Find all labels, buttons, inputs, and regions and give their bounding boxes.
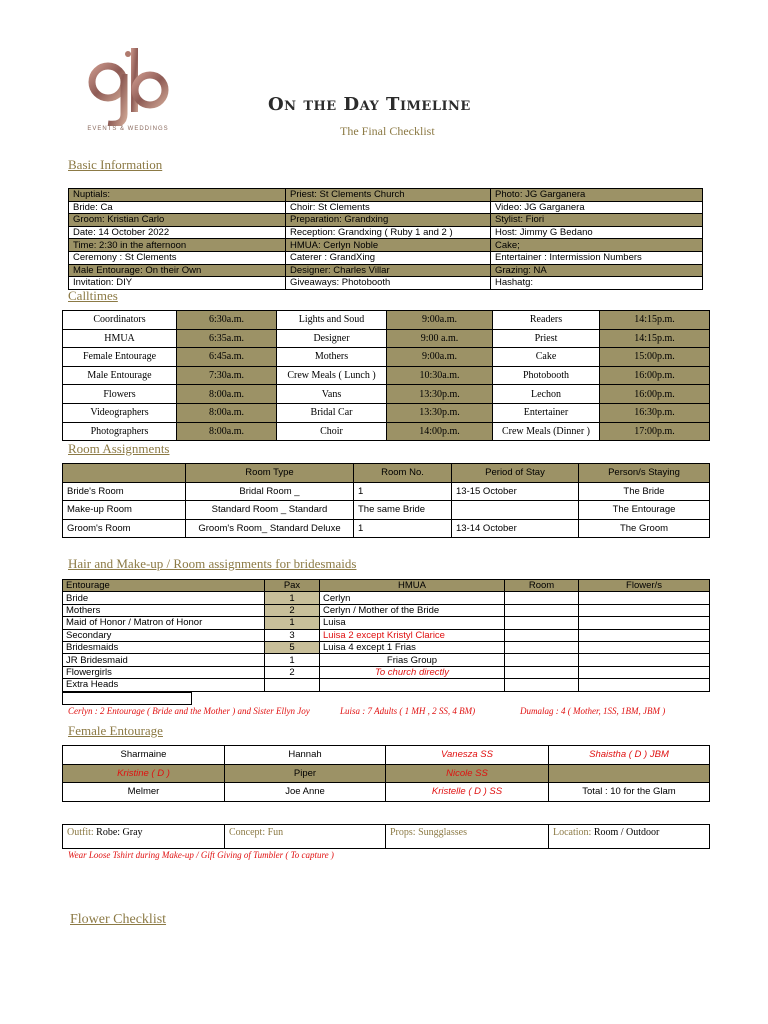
female-entourage-cell: Vanesza SS bbox=[386, 746, 549, 765]
female-entourage-cell: Hannah bbox=[225, 746, 386, 765]
room-cell: The Bride bbox=[579, 482, 710, 501]
hmua-row bbox=[63, 641, 710, 653]
room-cell: 13-15 October bbox=[452, 482, 579, 501]
section-calltimes: Calltimes bbox=[68, 288, 118, 303]
basic-info-cell: HMUA: Cerlyn Noble bbox=[286, 239, 491, 252]
hmua-cell bbox=[505, 592, 579, 604]
female-entourage-row bbox=[63, 746, 710, 765]
calltime-time: 15:00p.m. bbox=[600, 348, 710, 367]
calltime-time: 7:30a.m. bbox=[177, 366, 277, 385]
hmua-header-cell: Entourage bbox=[63, 580, 265, 592]
rooms-header-cell bbox=[63, 464, 186, 483]
basic-info-cell: Preparation: Grandxing bbox=[286, 214, 491, 227]
hmua-cell: 2 bbox=[265, 666, 320, 678]
room-row bbox=[63, 519, 710, 538]
hmua-cell: 1 bbox=[265, 592, 320, 604]
calltime-role: Flowers bbox=[63, 385, 177, 404]
hmua-cell: 5 bbox=[265, 641, 320, 653]
hmua-cell bbox=[579, 679, 710, 691]
hmua-row bbox=[63, 666, 710, 678]
basic-info-cell: Video: JG Garganera bbox=[491, 201, 703, 214]
concept-cell bbox=[225, 825, 386, 849]
hmua-cell: Cerlyn bbox=[320, 592, 505, 604]
basic-info-cell: Host: Jimmy G Bedano bbox=[491, 226, 703, 239]
basic-info-cell: Bride: Ca bbox=[69, 201, 286, 214]
calltime-role: Cake bbox=[493, 348, 600, 367]
female-entourage-cell: Sharmaine bbox=[63, 746, 225, 765]
calltime-time: 13:30p.m. bbox=[387, 385, 493, 404]
hmua-cell: 1 bbox=[265, 617, 320, 629]
hmua-cell bbox=[505, 604, 579, 616]
concept-value: Fun bbox=[267, 827, 284, 838]
calltime-time: 8:00a.m. bbox=[177, 385, 277, 404]
hmua-cell: 3 bbox=[265, 629, 320, 641]
female-entourage-cell: Melmer bbox=[63, 783, 225, 802]
hmua-cell: To church directly bbox=[320, 666, 505, 678]
basic-info-cell: Male Entourage: On their Own bbox=[69, 264, 286, 277]
calltime-role: Lechon bbox=[493, 385, 600, 404]
hmua-header-cell: HMUA bbox=[320, 580, 505, 592]
calltime-role: Designer bbox=[277, 329, 387, 348]
hmua-cell bbox=[320, 679, 505, 691]
basic-info-row bbox=[69, 201, 703, 214]
basic-info-cell: Time: 2:30 in the afternoon bbox=[69, 239, 286, 252]
calltime-role: Crew Meals (Dinner ) bbox=[493, 422, 600, 441]
calltime-role: Photographers bbox=[63, 422, 177, 441]
calltime-role: Priest bbox=[493, 329, 600, 348]
outfit-cell bbox=[63, 825, 225, 849]
hmua-row bbox=[63, 679, 710, 691]
room-cell: Groom's Room_ Standard Deluxe bbox=[186, 519, 354, 538]
basic-info-cell: Hashatg: bbox=[491, 277, 703, 290]
location-label: Location: bbox=[553, 827, 592, 838]
concept-label: Concept: bbox=[229, 827, 266, 838]
female-entourage-cell: Total : 10 for the Glam bbox=[549, 783, 710, 802]
hmua-row bbox=[63, 654, 710, 666]
hmua-cell bbox=[579, 604, 710, 616]
room-cell: The Groom bbox=[579, 519, 710, 538]
basic-info-cell: Priest: St Clements Church bbox=[286, 189, 491, 202]
female-entourage-cell: Kristine ( D ) bbox=[63, 764, 225, 783]
room-cell: The same Bride bbox=[354, 501, 452, 520]
hmua-cell: Bride bbox=[63, 592, 265, 604]
calltime-time: 14:15p.m. bbox=[600, 311, 710, 330]
hmua-row bbox=[63, 629, 710, 641]
location-value: Room / Outdoor bbox=[593, 827, 660, 838]
rooms-header-cell: Person/s Staying bbox=[579, 464, 710, 483]
hmua-cell: Frias Group bbox=[320, 654, 505, 666]
calltime-row bbox=[63, 348, 710, 367]
page-title: On the Day Timeline bbox=[268, 94, 471, 115]
calltime-time: 14:00p.m. bbox=[387, 422, 493, 441]
outfit-value: Robe: Gray bbox=[96, 827, 143, 838]
hmua-note-dumalag: Dumalag : 4 ( Mother, 1SS, 1BM, JBM ) bbox=[520, 706, 666, 716]
calltime-time: 9:00 a.m. bbox=[387, 329, 493, 348]
room-cell: Standard Room _ Standard bbox=[186, 501, 354, 520]
hmua-cell bbox=[579, 654, 710, 666]
calltime-role: Lights and Soud bbox=[277, 311, 387, 330]
calltime-time: 16:30p.m. bbox=[600, 403, 710, 422]
hmua-cell: Maid of Honor / Matron of Honor bbox=[63, 617, 265, 629]
basic-info-cell: Grazing: NA bbox=[491, 264, 703, 277]
calltime-time: 6:35a.m. bbox=[177, 329, 277, 348]
basic-info-row bbox=[69, 189, 703, 202]
room-cell: Make-up Room bbox=[63, 501, 186, 520]
hmua-cell: Extra Heads bbox=[63, 679, 265, 691]
basic-info-cell: Reception: Grandxing ( Ruby 1 and 2 ) bbox=[286, 226, 491, 239]
calltime-role: Bridal Car bbox=[277, 403, 387, 422]
room-cell: The Entourage bbox=[579, 501, 710, 520]
hmua-header-cell: Flower/s bbox=[579, 580, 710, 592]
hmua-cell: Bridesmaids bbox=[63, 641, 265, 653]
props-cell bbox=[386, 825, 549, 849]
calltime-role: Mothers bbox=[277, 348, 387, 367]
room-cell: 13-14 October bbox=[452, 519, 579, 538]
basic-info-cell: Designer: Charles Villar bbox=[286, 264, 491, 277]
basic-info-row bbox=[69, 264, 703, 277]
basic-info-cell: Choir: St Clements bbox=[286, 201, 491, 214]
section-female-entourage: Female Entourage bbox=[68, 723, 163, 738]
hmua-cell bbox=[505, 617, 579, 629]
hmua-cell: Luisa 2 except Kristyl Clarice bbox=[320, 629, 505, 641]
female-entourage-cell bbox=[549, 764, 710, 783]
hmua-header-cell: Pax bbox=[265, 580, 320, 592]
rooms-header-cell: Room Type bbox=[186, 464, 354, 483]
basic-info-cell: Photo: JG Garganera bbox=[491, 189, 703, 202]
section-hair-makeup: Hair and Make-up / Room assignments for bridesmaids bbox=[68, 556, 357, 571]
hmua-cell: Secondary bbox=[63, 629, 265, 641]
basic-info-cell: Stylist: Fiori bbox=[491, 214, 703, 227]
room-cell: 1 bbox=[354, 519, 452, 538]
rooms-header-cell: Period of Stay bbox=[452, 464, 579, 483]
calltime-time: 16:00p.m. bbox=[600, 385, 710, 404]
room-cell bbox=[452, 501, 579, 520]
basic-info-table bbox=[68, 188, 703, 290]
calltime-time: 16:00p.m. bbox=[600, 366, 710, 385]
hmua-cell bbox=[505, 654, 579, 666]
hmua-cell: Flowergirls bbox=[63, 666, 265, 678]
hmua-cell: Cerlyn / Mother of the Bride bbox=[320, 604, 505, 616]
female-entourage-cell: Shaistha ( D ) JBM bbox=[549, 746, 710, 765]
calltime-role: Readers bbox=[493, 311, 600, 330]
calltime-role: Photobooth bbox=[493, 366, 600, 385]
basic-info-row bbox=[69, 239, 703, 252]
calltime-time: 8:00a.m. bbox=[177, 422, 277, 441]
hmua-cell bbox=[265, 679, 320, 691]
hmua-cell bbox=[505, 641, 579, 653]
section-room-assignments: Room Assignments bbox=[68, 441, 170, 456]
calltime-row bbox=[63, 422, 710, 441]
hmua-cell: Luisa bbox=[320, 617, 505, 629]
section-flower-checklist: Flower Checklist bbox=[70, 912, 167, 927]
hmua-cell: 1 bbox=[265, 654, 320, 666]
hmua-note-cerlyn: Cerlyn : 2 Entourage ( Bride and the Mother ) and Sister Ellyn Joy bbox=[68, 706, 310, 716]
outfit-label: Outfit: bbox=[67, 827, 94, 838]
basic-info-cell: Invitation: DIY bbox=[69, 277, 286, 290]
calltime-role: Choir bbox=[277, 422, 387, 441]
calltime-row bbox=[63, 311, 710, 330]
calltime-time: 9:00a.m. bbox=[387, 348, 493, 367]
calltime-time: 14:15p.m. bbox=[600, 329, 710, 348]
hmua-row bbox=[63, 604, 710, 616]
calltime-time: 17:00p.m. bbox=[600, 422, 710, 441]
hmua-cell bbox=[505, 666, 579, 678]
calltime-role: Female Entourage bbox=[63, 348, 177, 367]
calltime-time: 6:30a.m. bbox=[177, 311, 277, 330]
hmua-cell bbox=[579, 617, 710, 629]
company-logo bbox=[78, 44, 178, 136]
room-row bbox=[63, 482, 710, 501]
hmua-note-luisa: Luisa : 7 Adults ( 1 MH , 2 SS, 4 BM) bbox=[340, 706, 476, 716]
logo-caption: EVENTS & WEDDINGS bbox=[87, 126, 169, 132]
basic-info-cell: Giveaways: Photobooth bbox=[286, 277, 491, 290]
room-cell: Bridal Room _ bbox=[186, 482, 354, 501]
hmua-cell: Mothers bbox=[63, 604, 265, 616]
room-row bbox=[63, 501, 710, 520]
room-cell: Groom's Room bbox=[63, 519, 186, 538]
calltime-row bbox=[63, 366, 710, 385]
basic-info-row bbox=[69, 214, 703, 227]
calltime-time: 13:30p.m. bbox=[387, 403, 493, 422]
hmua-cell: Luisa 4 except 1 Frias bbox=[320, 641, 505, 653]
hmua-cell bbox=[579, 592, 710, 604]
hmua-header-cell: Room bbox=[505, 580, 579, 592]
calltime-time: 6:45a.m. bbox=[177, 348, 277, 367]
female-entourage-cell: Nicole SS bbox=[386, 764, 549, 783]
outfit-note: Wear Loose Tshirt during Make-up / Gift Giving of Tumbler ( To capture ) bbox=[68, 850, 334, 860]
room-assignments-table bbox=[62, 463, 710, 538]
calltimes-table bbox=[62, 310, 710, 441]
props-label: Props: bbox=[390, 827, 416, 838]
page-subtitle: The Final Checklist bbox=[340, 124, 435, 138]
calltime-row bbox=[63, 403, 710, 422]
calltime-role: HMUA bbox=[63, 329, 177, 348]
calltime-role: Videographers bbox=[63, 403, 177, 422]
basic-info-cell: Nuptials: bbox=[69, 189, 286, 202]
calltime-row bbox=[63, 385, 710, 404]
props-value: Sungglasses bbox=[418, 827, 467, 838]
calltime-role: Male Entourage bbox=[63, 366, 177, 385]
basic-info-row bbox=[69, 251, 703, 264]
rooms-header-cell: Room No. bbox=[354, 464, 452, 483]
basic-info-row bbox=[69, 277, 703, 290]
female-entourage-cell: Piper bbox=[225, 764, 386, 783]
female-entourage-cell: Joe Anne bbox=[225, 783, 386, 802]
section-basic-information: Basic Information bbox=[68, 157, 163, 172]
hmua-table bbox=[62, 579, 710, 692]
hmua-row bbox=[63, 592, 710, 604]
basic-info-cell: Entertainer : Intermission Numbers bbox=[491, 251, 703, 264]
hmua-cell bbox=[505, 629, 579, 641]
female-entourage-cell: Kristelle ( D ) SS bbox=[386, 783, 549, 802]
hmua-cell bbox=[579, 641, 710, 653]
blank-cell bbox=[62, 692, 192, 705]
calltime-role: Crew Meals ( Lunch ) bbox=[277, 366, 387, 385]
calltime-role: Coordinators bbox=[63, 311, 177, 330]
female-entourage-row bbox=[63, 764, 710, 783]
room-cell: 1 bbox=[354, 482, 452, 501]
calltime-row bbox=[63, 329, 710, 348]
hmua-cell bbox=[579, 629, 710, 641]
hmua-header-row bbox=[63, 580, 710, 592]
room-cell: Bride's Room bbox=[63, 482, 186, 501]
calltime-time: 8:00a.m. bbox=[177, 403, 277, 422]
basic-info-cell: Caterer : GrandXing bbox=[286, 251, 491, 264]
calltime-role: Entertainer bbox=[493, 403, 600, 422]
hmua-cell: 2 bbox=[265, 604, 320, 616]
basic-info-cell: Ceremony : St Clements bbox=[69, 251, 286, 264]
calltime-role: Vans bbox=[277, 385, 387, 404]
hmua-cell bbox=[579, 666, 710, 678]
female-entourage-table bbox=[62, 745, 710, 802]
female-entourage-row bbox=[63, 783, 710, 802]
basic-info-row bbox=[69, 226, 703, 239]
hmua-cell: JR Bridesmaid bbox=[63, 654, 265, 666]
basic-info-cell: Date: 14 October 2022 bbox=[69, 226, 286, 239]
hmua-cell bbox=[505, 679, 579, 691]
outfit-table bbox=[62, 824, 710, 849]
basic-info-cell: Groom: Kristian Carlo bbox=[69, 214, 286, 227]
location-cell bbox=[549, 825, 710, 849]
hmua-row bbox=[63, 617, 710, 629]
basic-info-cell: Cake; bbox=[491, 239, 703, 252]
calltime-time: 10:30a.m. bbox=[387, 366, 493, 385]
calltime-time: 9:00a.m. bbox=[387, 311, 493, 330]
